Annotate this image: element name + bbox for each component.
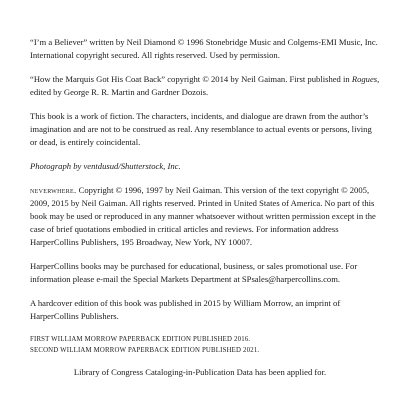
library-of-congress-note: Library of Congress Cataloging-in-Publication Data has been applied for. [73, 367, 327, 377]
anthology-title: Rogues [351, 74, 378, 84]
edition-line: FIRST WILLIAM MORROW PAPERBACK EDITION PUBLISHED 2016. [30, 336, 251, 343]
story-copyright-text-b: , edited by George R. R. Martin and Gardner Dozois. [30, 74, 380, 97]
book-copyright-text: Copyright © 1996, 1997 by Neil Gaiman. This version of the text copyright © 2005, 2009, 2015 by Neil Gaiman. All rights reserved. Printed in United States of America. No part of this book may be used or reproduced in any manner whatsoever without written permission except in the case of brief quotations embodied in critical articles and reviews. For information address HarperCollins Publishers, 195 Broadway, New York, NY 10007. [30, 185, 376, 247]
edition-history [30, 334, 380, 356]
hardcover-edition-paragraph: A hardcover edition of this book was published in 2015 by William Morrow, an imprint of HarperCollins Publishers. [30, 298, 341, 321]
song-permission-paragraph: “I’m a Believer” written by Neil Diamond © 1996 Stonebridge Music and Colgems-EMI Music, Inc. International copyright secured. All rights reserved. Used by permission. [30, 37, 378, 60]
book-title-smallcaps: neverwhere. [30, 185, 77, 195]
edition-line: SECOND WILLIAM MORROW PAPERBACK EDITION PUBLISHED 2021. [30, 347, 260, 354]
story-copyright-paragraph [30, 73, 380, 99]
story-copyright-text-a: “How the Marquis Got His Coat Back” copyright © 2014 by Neil Gaiman. First published in [30, 74, 352, 84]
book-copyright-paragraph [30, 184, 380, 249]
photo-credit: Photograph by ventdusud/Shutterstock, Inc. [30, 161, 181, 171]
special-sales-paragraph: HarperCollins books may be purchased for educational, business, or sales promotional use. For information please e-mail the Special Markets Department at SPsales@harpercollins.com. [30, 261, 358, 284]
copyright-page [30, 36, 380, 379]
fiction-disclaimer-paragraph: This book is a work of fiction. The characters, incidents, and dialogue are drawn from the author’s imagination and are not to be construed as real. Any resemblance to actual events or persons, living or dead, is entirely coincidental. [30, 111, 372, 147]
